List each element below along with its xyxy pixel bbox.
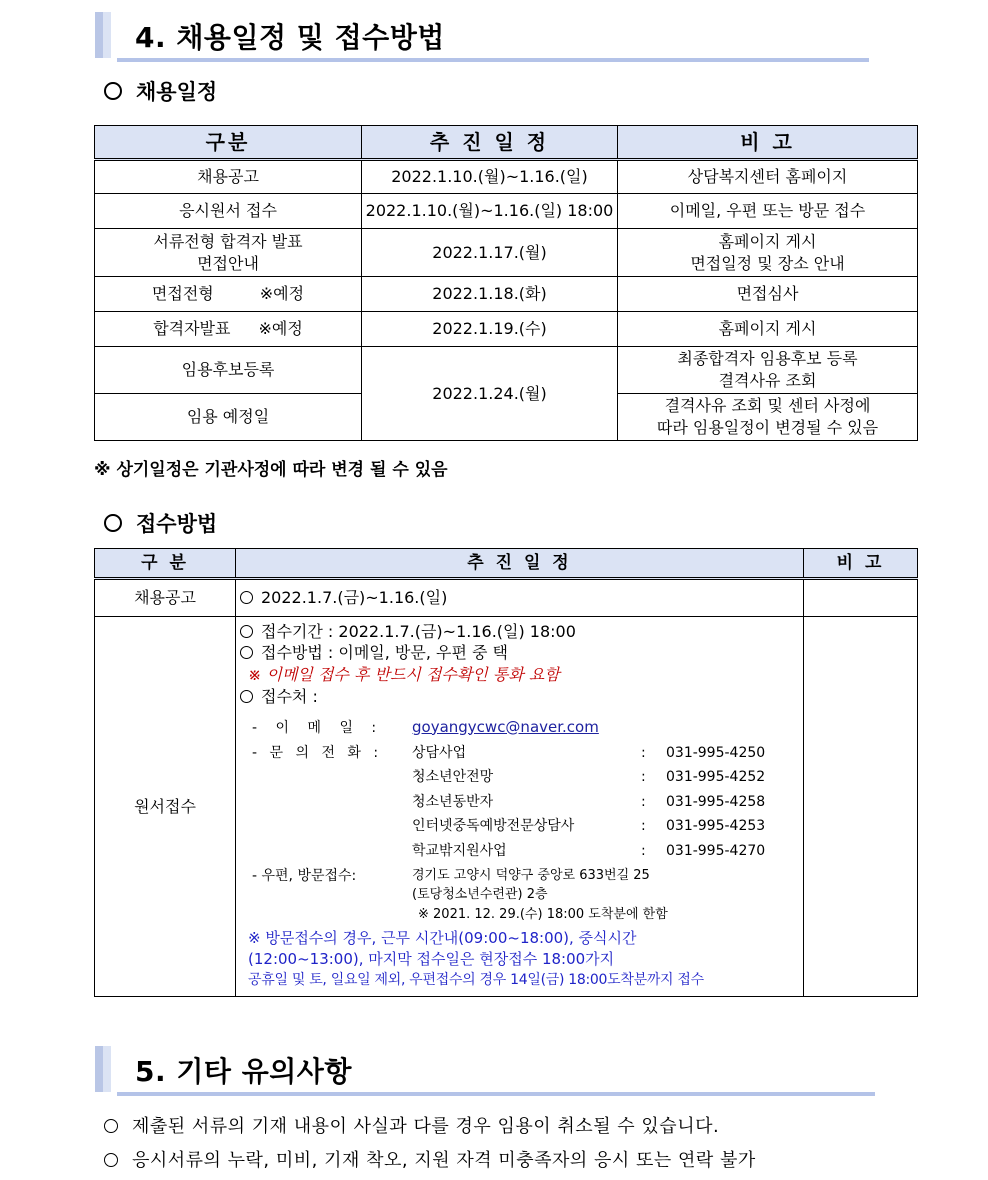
phone-number: 031-995-4252 <box>666 768 766 785</box>
note-line-1: 최종합격자 임용후보 등록 <box>677 349 858 368</box>
category-cell <box>95 312 362 347</box>
ring-bullet-icon <box>104 514 122 532</box>
heading-bar-decoration <box>95 12 103 58</box>
visit-note-2: (12:00~13:00), 마지막 접수일은 현장접수 18:00가지 <box>248 949 615 968</box>
schedule-heading-text: 채용일정 <box>136 80 218 104</box>
category-cell: 임용후보등록 <box>95 347 362 394</box>
method-table <box>94 548 918 997</box>
heading-bar-decoration <box>95 1046 103 1092</box>
note-cell <box>804 579 918 617</box>
method-subheading <box>104 508 217 538</box>
mail-label: - 우편, 방문접수: <box>252 867 357 884</box>
note-cell <box>618 394 918 441</box>
receipt-details-cell <box>236 617 804 997</box>
column-header-category: 구분 <box>95 126 362 160</box>
note-line-2: 결격사유 조회 <box>718 371 817 390</box>
note-cell: 홈페이지 게시 <box>618 312 918 347</box>
heading-bar-decoration-light <box>103 12 111 58</box>
visit-note-1: ※ 방문접수의 경우, 근무 시간내(09:00~18:00), 중식시간 <box>248 928 637 947</box>
column-header-date: 추 진 일 정 <box>236 549 804 579</box>
visit-note-3: 공휴일 및 토, 일요일 제외, 우편접수의 경우 14일(금) 18:00도착분까지 접수 <box>248 971 704 988</box>
date-cell <box>236 579 804 617</box>
email-link[interactable]: goyangycwc@naver.com <box>412 717 599 736</box>
receipt-method: 접수방법 : 이메일, 방문, 우편 중 택 <box>261 642 509 662</box>
category-cell: 응시원서 접수 <box>95 194 362 229</box>
notice-text: 응시서류의 누락, 미비, 기재 착오, 지원 자격 미충족자의 응시 또는 연락 불가 <box>132 1150 756 1171</box>
receipt-period: 접수기간 : 2022.1.7.(금)~1.16.(일) 18:00 <box>261 621 576 641</box>
circle-bullet-icon <box>240 625 253 638</box>
category-cell: 채용공고 <box>95 160 362 194</box>
note-line-2: 면접일정 및 장소 안내 <box>690 253 845 273</box>
phone-name: 청소년동반자 <box>412 793 494 810</box>
note-line-1: 결격사유 조회 및 센터 사정에 <box>664 396 871 415</box>
table-row <box>95 312 918 347</box>
schedule-subheading <box>104 76 217 106</box>
date-cell: 2022.1.10.(월)~1.16.(일) 18:00 <box>362 194 618 229</box>
phone-name: 청소년안전망 <box>412 768 494 785</box>
circle-bullet-icon <box>240 591 253 604</box>
note-line-2: 따라 임용일정이 변경될 수 있음 <box>656 418 879 437</box>
column-header-category: 구 분 <box>95 549 236 579</box>
phone-name: 학교밖지원사업 <box>412 842 507 859</box>
phone-number: 031-995-4250 <box>666 744 766 761</box>
phone-label: - 문 의 전 화 : <box>252 744 379 761</box>
notice-text: 제출된 서류의 기재 내용이 사실과 다를 경우 임용이 취소될 수 있습니다. <box>132 1116 720 1137</box>
heading-underline <box>117 58 869 62</box>
note-cell: 상담복지센터 홈페이지 <box>618 160 918 194</box>
circle-bullet-icon <box>104 1153 118 1167</box>
table-row <box>95 579 918 617</box>
tentative-mark: ※예정 <box>259 284 305 303</box>
column-header-note: 비 고 <box>618 126 918 160</box>
phone-colon: : <box>641 768 646 785</box>
heading-underline <box>117 1092 875 1096</box>
category-line-1: 서류전형 합격자 발표 <box>153 231 303 251</box>
date-cell: 2022.1.18.(화) <box>362 277 618 312</box>
address-line-2: (토당청소년수련관) 2층 <box>412 886 548 902</box>
deadline-note: ※ 2021. 12. 29.(수) 18:00 도착분에 한함 <box>418 906 668 922</box>
phone-name: 상담사업 <box>412 744 467 761</box>
schedule-table <box>94 125 918 441</box>
table-row <box>95 229 918 277</box>
category-cell: 원서접수 <box>95 617 236 997</box>
table-row <box>95 160 918 194</box>
list-item <box>104 1146 756 1172</box>
note-cell <box>804 617 918 997</box>
list-item <box>104 1112 719 1138</box>
phone-colon: : <box>641 793 646 810</box>
date-cell: 2022.1.24.(월) <box>362 347 618 441</box>
table-row <box>95 617 918 997</box>
phone-number: 031-995-4253 <box>666 817 766 834</box>
circle-bullet-icon <box>240 646 253 659</box>
note-cell: 이메일, 우편 또는 방문 접수 <box>618 194 918 229</box>
heading-bar-decoration-light <box>103 1046 111 1092</box>
category-cell <box>95 229 362 277</box>
phone-colon: : <box>641 817 646 834</box>
note-cell: 면접심사 <box>618 277 918 312</box>
section-4-title: 4. 채용일정 및 접수방법 <box>135 21 445 54</box>
category-cell: 임용 예정일 <box>95 394 362 441</box>
category-cell: 채용공고 <box>95 579 236 617</box>
table-row <box>95 277 918 312</box>
column-header-note: 비 고 <box>804 549 918 579</box>
phone-name: 인터넷중독예방전문상담사 <box>412 817 575 834</box>
schedule-note: ※ 상기일정은 기관사정에 따라 변경 될 수 있음 <box>94 460 448 480</box>
circle-bullet-icon <box>104 1119 118 1133</box>
receipt-place-label: 접수처 : <box>261 686 318 706</box>
category-text: 면접전형 <box>151 284 214 303</box>
tentative-mark: ※예정 <box>258 319 303 338</box>
table-row <box>95 194 918 229</box>
date-cell: 2022.1.19.(수) <box>362 312 618 347</box>
category-text: 합격자발표 <box>153 319 231 338</box>
note-cell <box>618 347 918 394</box>
email-label: - 이 메 일 : <box>252 719 377 736</box>
phone-colon: : <box>641 744 646 761</box>
phone-number: 031-995-4258 <box>666 793 766 810</box>
address-line-1: 경기도 고양시 덕양구 중앙로 633번길 25 <box>412 867 650 883</box>
note-cell <box>618 229 918 277</box>
category-cell <box>95 277 362 312</box>
column-header-date: 추 진 일 정 <box>362 126 618 160</box>
phone-number: 031-995-4270 <box>666 842 766 859</box>
method-heading-text: 접수방법 <box>136 512 218 536</box>
ring-bullet-icon <box>104 82 122 100</box>
section-5-title: 5. 기타 유의사항 <box>135 1055 352 1088</box>
posting-period: 2022.1.7.(금)~1.16.(일) <box>261 588 448 607</box>
date-cell: 2022.1.10.(월)~1.16.(일) <box>362 160 618 194</box>
note-line-1: 홈페이지 게시 <box>718 231 817 251</box>
date-cell: 2022.1.17.(월) <box>362 229 618 277</box>
phone-colon: : <box>641 842 646 859</box>
table-row <box>95 347 918 394</box>
email-warning: ※ 이메일 접수 후 반드시 접수확인 통화 요함 <box>248 664 560 684</box>
category-line-2: 면접안내 <box>197 253 259 273</box>
circle-bullet-icon <box>240 690 253 703</box>
